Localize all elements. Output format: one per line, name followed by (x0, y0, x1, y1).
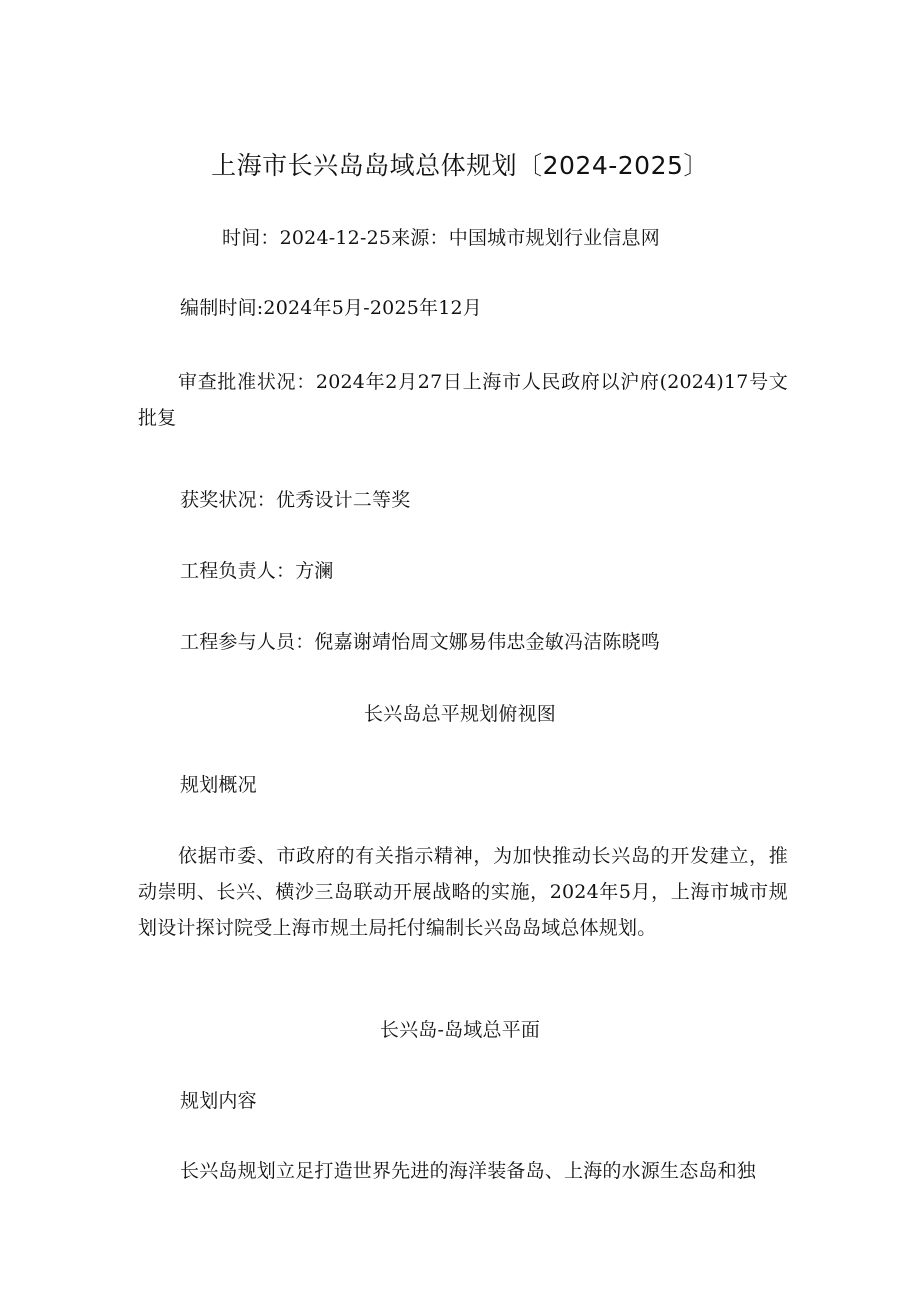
document-title: 上海市长兴岛岛域总体规划〔2024-2025〕 (211, 151, 709, 180)
award-status: 获奖状况：优秀设计二等奖 (180, 489, 411, 511)
project-members: 工程参与人员：倪嘉谢靖怡周文娜易伟忠金敏冯洁陈晓鸣 (180, 631, 661, 653)
project-lead: 工程负责人：方澜 (180, 560, 334, 582)
overview-paragraph: 依据市委、市政府的有关指示精神，为加快推动长兴岛的开发建立，推动崇明、长兴、横沙三岛联动开展战略的实施，2024年5月，上海市城市规划设计探讨院受上海市规土局托付编制长兴岛岛域总体规划。 (138, 845, 788, 939)
figure-caption-plan: 长兴岛-岛域总平面 (379, 1019, 541, 1041)
content-paragraph: 长兴岛规划立足打造世界先进的海洋装备岛、上海的水源生态岛和独 (180, 1160, 757, 1182)
compile-time: 编制时间:2024年5月-2025年12月 (180, 297, 482, 319)
section-heading-overview: 规划概况 (180, 774, 257, 796)
approval-status: 审查批准状况：2024年2月27日上海市人民政府以沪府(2024)17号文批复 (138, 371, 788, 429)
section-heading-content: 规划内容 (180, 1090, 257, 1112)
meta-time-source: 时间：2024-12-25来源：中国城市规划行业信息网 (222, 227, 660, 249)
figure-caption-overview: 长兴岛总平规划俯视图 (363, 703, 556, 725)
